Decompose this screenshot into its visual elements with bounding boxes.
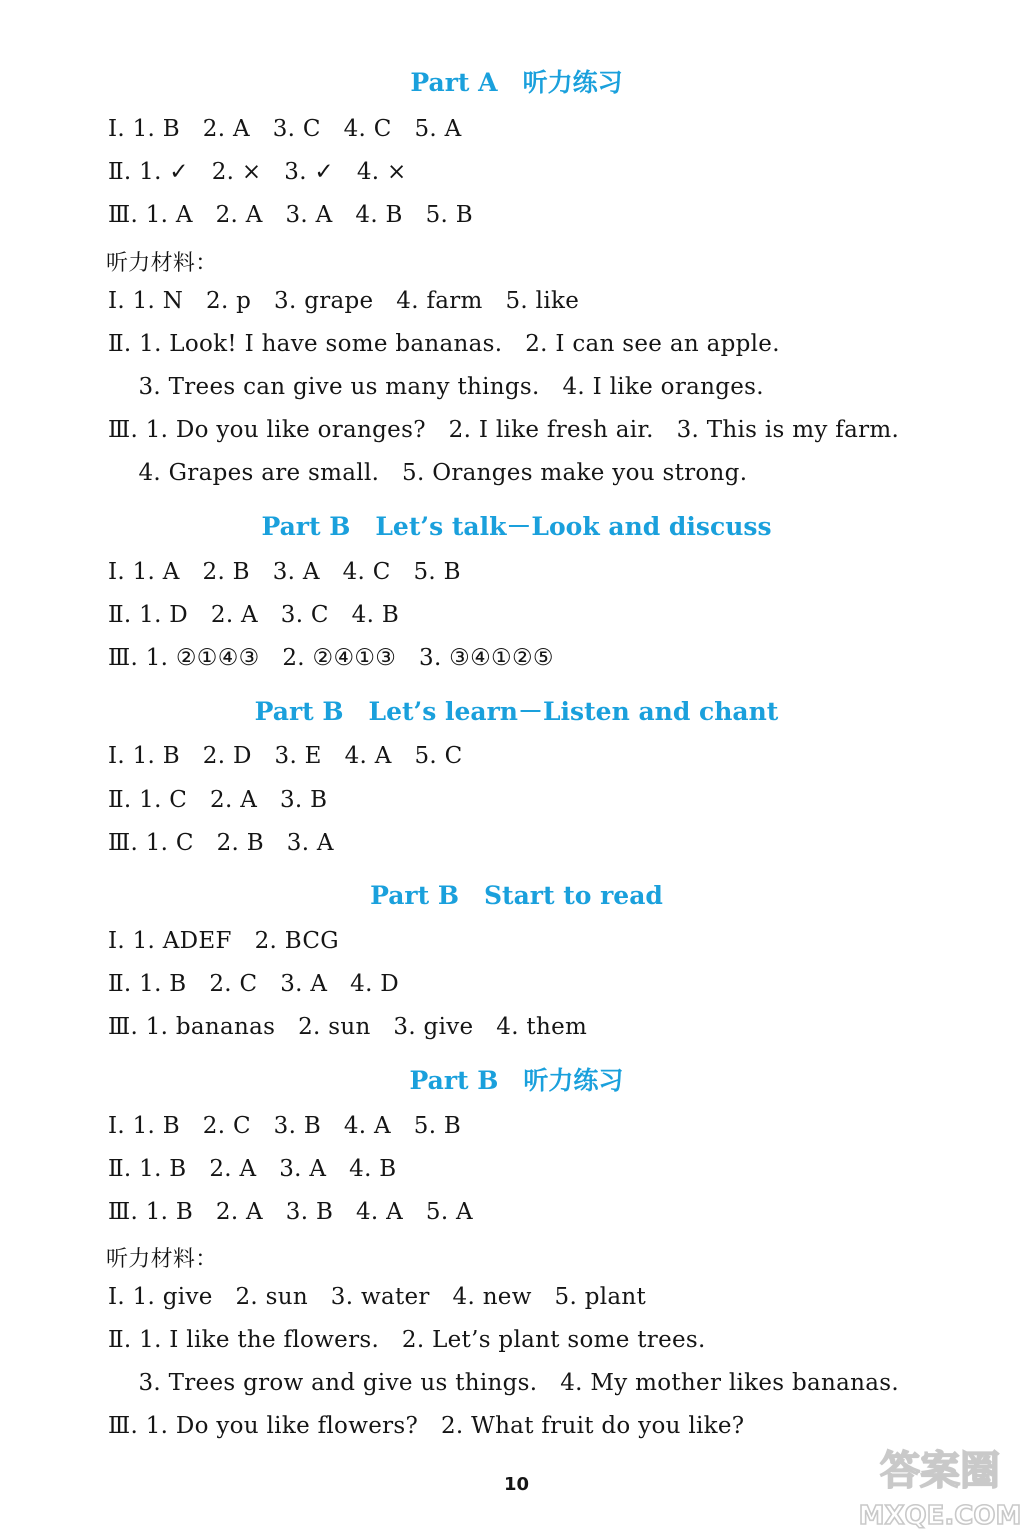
answer-line: Ⅱ. 1. B 2. C 3. A 4. D <box>108 971 400 997</box>
material-line: Ⅱ. 1. I like the flowers. 2. Let’s plant some trees. <box>108 1327 706 1353</box>
answer-line: Ⅰ. 1. B 2. C 3. B 4. A 5. B <box>108 1113 462 1139</box>
answer-line: Ⅲ. 1. bananas 2. sun 3. give 4. them <box>108 1014 588 1040</box>
answer-line: Ⅱ. 1. C 2. A 3. B <box>108 787 328 813</box>
material-line: Ⅲ. 1. Do you like oranges? 2. I like fresh air. 3. This is my farm. <box>108 417 900 443</box>
section-heading: Part A 听力练习 <box>410 68 623 97</box>
material-line: Ⅰ. 1. N 2. p 3. grape 4. farm 5. like <box>108 288 580 314</box>
answer-line: Ⅰ. 1. B 2. D 3. E 4. A 5. C <box>108 743 463 769</box>
material-line: 3. Trees can give us many things. 4. I like oranges. <box>108 374 764 400</box>
material-line: 3. Trees grow and give us things. 4. My mother likes bananas. <box>108 1370 900 1396</box>
watermark-logo <box>850 1440 1030 1532</box>
watermark-top-text: 答案圈 <box>880 1448 1000 1494</box>
material-line: 4. Grapes are small. 5. Oranges make you strong. <box>108 460 748 486</box>
answer-line: Ⅰ. 1. A 2. B 3. A 4. C 5. B <box>108 559 461 585</box>
section-heading: Part B 听力练习 <box>409 1066 624 1095</box>
listening-material-label: 听力材料： <box>106 1247 218 1272</box>
section-heading: Part B Let’s learn－Listen and chant <box>254 697 779 726</box>
answer-line: Ⅲ. 1. ②①④③ 2. ②④①③ 3. ③④①②⑤ <box>108 645 554 671</box>
answer-line: Ⅱ. 1. D 2. A 3. C 4. B <box>108 602 400 628</box>
answer-line: Ⅰ. 1. B 2. A 3. C 4. C 5. A <box>108 116 462 142</box>
material-line: Ⅰ. 1. give 2. sun 3. water 4. new 5. plant <box>108 1284 647 1310</box>
answer-line: Ⅲ. 1. B 2. A 3. B 4. A 5. A <box>108 1199 473 1225</box>
watermark-bottom-text: MXQE.COM <box>858 1501 1022 1531</box>
listening-material-label: 听力材料： <box>106 251 218 276</box>
answer-line: Ⅱ. 1. B 2. A 3. A 4. B <box>108 1156 397 1182</box>
answer-line: Ⅲ. 1. C 2. B 3. A <box>108 830 334 856</box>
answer-line: Ⅲ. 1. A 2. A 3. A 4. B 5. B <box>108 202 473 228</box>
material-line: Ⅲ. 1. Do you like flowers? 2. What fruit do you like? <box>108 1413 745 1439</box>
answer-line: Ⅱ. 1. ✓ 2. × 3. ✓ 4. × <box>108 159 407 185</box>
section-heading: Part B Start to read <box>370 881 663 910</box>
section-heading: Part B Let’s talk－Look and discuss <box>261 512 772 541</box>
answer-line: Ⅰ. 1. ADEF 2. BCG <box>108 928 339 954</box>
material-line: Ⅱ. 1. Look! I have some bananas. 2. I can see an apple. <box>108 331 780 357</box>
page-number: 10 <box>503 1474 530 1495</box>
